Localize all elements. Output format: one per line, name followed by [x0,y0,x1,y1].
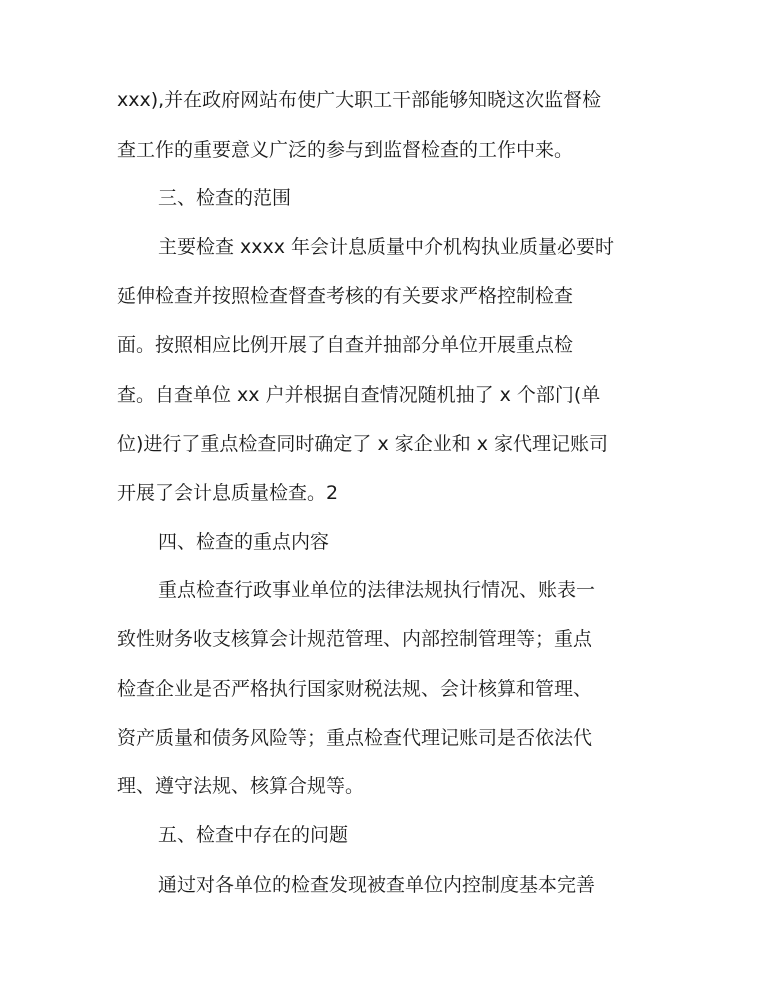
paragraph-line: 资产质量和债务风险等；重点检查代理记账司是否依法代 [117,727,593,749]
paragraph-line: 位)进行了重点检查同时确定了 x 家企业和 x 家代理记账司 [117,433,609,455]
section-heading: 三、检查的范围 [158,187,292,209]
paragraph-line: xxx),并在政府网站布使广大职工干部能够知晓这次监督检 [117,89,602,111]
paragraph-line: 延伸检查并按照检查督查考核的有关要求严格控制检查 [117,285,574,307]
paragraph-line: 理、遵守法规、核算合规等。 [117,775,365,797]
paragraph-line: 通过对各单位的检查发现被查单位内控制度基本完善 [158,874,596,896]
paragraph-line: 重点检查行政事业单位的法律法规执行情况、账表一 [158,579,596,601]
paragraph-line: 主要检查 xxxx 年会计息质量中介机构执业质量必要时 [158,236,615,258]
paragraph-line: 检查企业是否严格执行国家财税法规、会计核算和管理、 [117,678,593,700]
paragraph-line: 开展了会计息质量检查。2 [117,482,339,504]
section-heading: 五、检查中存在的问题 [158,824,349,846]
paragraph-line: 查。自查单位 xx 户并根据自查情况随机抽了 x 个部门(单 [117,384,601,406]
paragraph-line: 面。按照相应比例开展了自查并抽部分单位开展重点检 [117,334,574,356]
paragraph-line: 查工作的重要意义广泛的参与到监督检查的工作中来。 [117,139,574,161]
paragraph-line: 致性财务收支核算会计规范管理、内部控制管理等；重点 [117,628,593,650]
section-heading: 四、检查的重点内容 [158,531,330,553]
